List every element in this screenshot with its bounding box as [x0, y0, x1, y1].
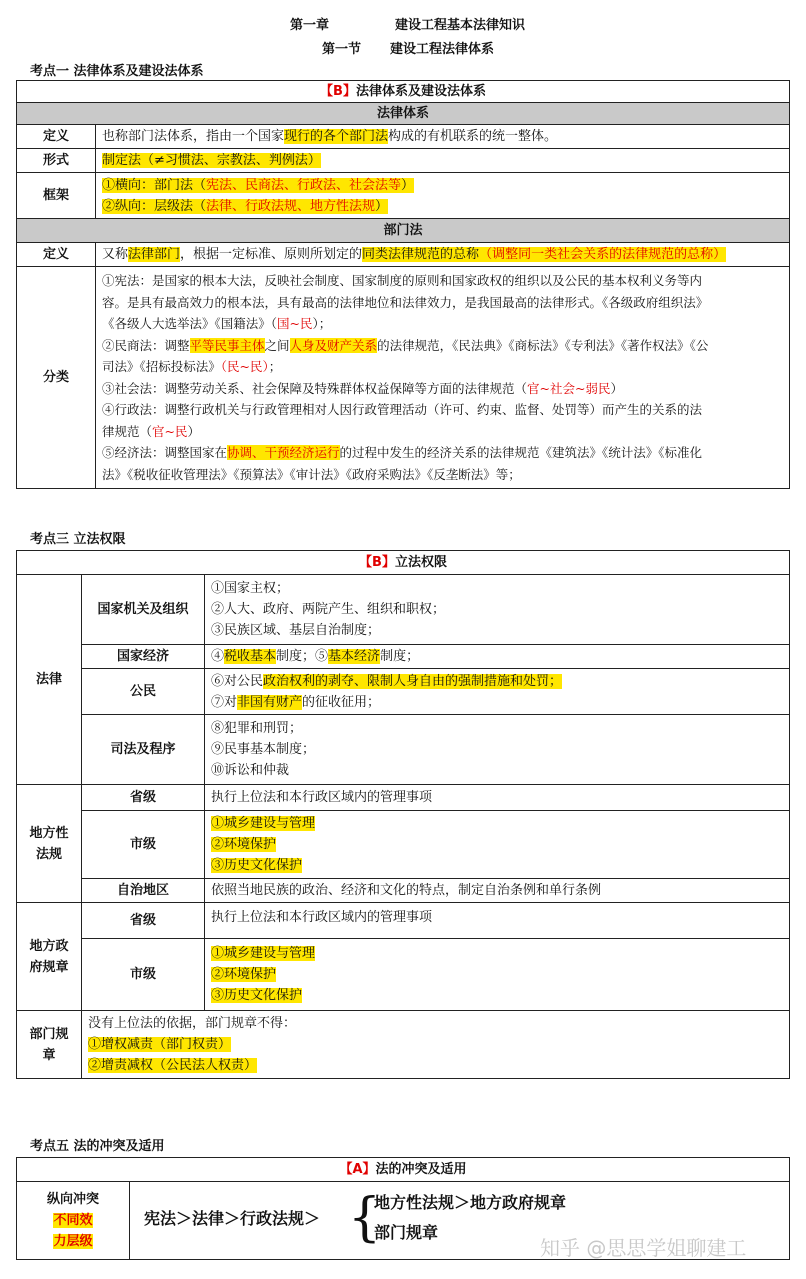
hierarchy-branch-1: 地方性法规＞地方政府规章: [374, 1193, 567, 1212]
gov-municipal-items: ①城乡建设与管理 ②环境保护 ③历史文化保护: [205, 939, 790, 1011]
state-organs-items: ①国家主权； ②人大、政府、两院产生、组织和职权； ③民族区域、基层自治制度；: [205, 575, 790, 645]
kp1-label: 考点一 法律体系及建设法体系: [30, 64, 204, 79]
sub-citizen: 公民: [82, 669, 205, 715]
subheader-legal-system: 法律体系: [17, 103, 790, 125]
table-title-3: 【A】法的冲突及适用: [17, 1158, 790, 1182]
judicial-items: ⑧犯罪和刑罚； ⑨民事基本制度； ⑩诉讼和仲裁: [205, 715, 790, 785]
legal-system-table: [16, 80, 790, 489]
sub-judicial: 司法及程序: [82, 715, 205, 785]
section-title: 建设工程法律体系: [390, 42, 495, 57]
chapter-number: 第一章: [290, 18, 330, 33]
provincial-text: 执行上位法和本行政区域内的管理事项: [205, 785, 790, 811]
classification-text: ①宪法：是国家的根本大法，反映社会制度、国家制度的原则和国家政权的组织以及公民的基本权利义务等内 容。是具有最高效力的根本法，具有最高的法律地位和法律效力，是我国最高的法律形式。《各级政府组织法》 《各级人大选举法》《国籍法》（国~民）； ②民商法：调整平等民事主体之间人身及财产关系的法律规范，《民法典》《商标法》《专利法》《著作权法》《公 司法》《招标投标法》（民~民）； ③社会法：调整劳动关系、社会保障及特殊群体权益保障等方面的法律规范（官~社会~弱民） ④行政法：调整行政机关与行政管理相对人因行政管理活动（许可、约束、监督、处罚等）而产生的关系的法 律规范（官~民） ⑤经济法：调整国家在协调、干预经济运行的过程中发生的经济关系的法律规范《建筑法》《统计法》《标准化 法》《税收征收管理法》《预算法》《审计法》《政府采购法》《反垄断法》等；: [96, 267, 790, 489]
sub-municipal: 市级: [82, 811, 205, 879]
row-label-form: 形式: [17, 149, 96, 173]
cat-local-gov-rules: 地方政 府规章: [17, 903, 82, 1011]
row-label-definition-2: 定义: [17, 243, 96, 267]
form-text: 制定法（≠习惯法、宗教法、判例法）: [96, 149, 790, 173]
subheader-department-law: 部门法: [17, 219, 790, 243]
legislative-authority-table: [16, 550, 790, 1079]
chapter-title: 建设工程基本法律知识: [395, 18, 526, 33]
hierarchy-branch-2: 部门规章: [374, 1223, 439, 1242]
framework-text: ①横向：部门法（宪法、民商法、行政法、社会法等） ②纵向：层级法（法律、行政法规、地方性法规）: [96, 173, 790, 219]
row-label-classification: 分类: [17, 267, 96, 489]
citizen-items: ⑥对公民政治权利的剥夺、限制人身自由的强制措施和处罚； ⑦对非国有财产的征收征用；: [205, 669, 790, 715]
department-law-definition: 又称法律部门，根据一定标准、原则所划定的同类法律规范的总称（调整同一类社会关系的法律规范的总称）: [96, 243, 790, 267]
sub-gov-provincial: 省级: [82, 903, 205, 939]
sub-gov-municipal: 市级: [82, 939, 205, 1011]
watermark: 知乎 @思思学姐聊建工: [540, 1236, 747, 1260]
sub-provincial: 省级: [82, 785, 205, 811]
hierarchy-chain: 宪法＞法律＞行政法规＞: [144, 1209, 321, 1228]
brace-symbol: {: [348, 1188, 382, 1248]
definition-text: 也称部门法体系，指由一个国家现行的各个部门法构成的有机联系的统一整体。: [96, 125, 790, 149]
kp3-label: 考点三 立法权限: [30, 532, 126, 547]
vertical-conflict-label: 纵向冲突 不同效 力层级: [17, 1182, 130, 1260]
table-title: 【B】法律体系及建设法体系: [17, 81, 790, 103]
cat-local-regulations: 地方性 法规: [17, 785, 82, 903]
section-number: 第一节: [322, 42, 362, 57]
autonomous-text: 依照当地民族的政治、经济和文化的特点，制定自治条例和单行条例: [205, 879, 790, 903]
row-label-definition: 定义: [17, 125, 96, 149]
economy-items: ④税收基本制度；⑤基本经济制度；: [205, 645, 790, 669]
dept-rules-text: 没有上位法的依据，部门规章不得： ①增权减责（部门权责） ②增责减权（公民法人权责）: [82, 1011, 790, 1079]
kp5-label: 考点五 法的冲突及适用: [30, 1139, 165, 1154]
sub-state-organs: 国家机关及组织: [82, 575, 205, 645]
gov-provincial-text: 执行上位法和本行政区域内的管理事项: [205, 903, 790, 939]
table-title-2: 【B】立法权限: [17, 551, 790, 575]
cat-law: 法律: [17, 575, 82, 785]
municipal-items: ①城乡建设与管理 ②环境保护 ③历史文化保护: [205, 811, 790, 879]
sub-autonomous: 自治地区: [82, 879, 205, 903]
cat-dept-rules: 部门规 章: [17, 1011, 82, 1079]
row-label-framework: 框架: [17, 173, 96, 219]
sub-national-economy: 国家经济: [82, 645, 205, 669]
